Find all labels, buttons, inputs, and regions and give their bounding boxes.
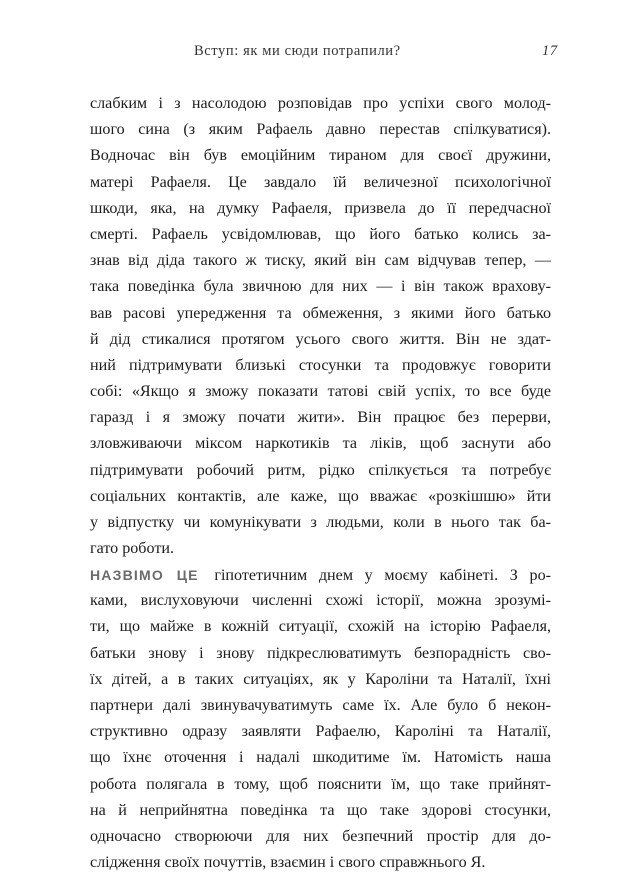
text-line: їх дітей, а в таких ситуаціях, як у Кароліни та Наталії, їхні (90, 670, 551, 688)
paragraph-2 (90, 562, 551, 876)
text-line: соціальних контактів, але каже, що вважає «розкішшю» йти (90, 487, 551, 505)
text-line: вав расові упередження та обмеження, з якими його батько (90, 304, 551, 322)
text-line (90, 562, 551, 588)
lead-in: НАЗВІМО ЦЕ (90, 567, 199, 583)
text-line: ний підтримувати близькі стосунки та продовжує говорити (90, 356, 551, 374)
first-line-text: гіпотетичним днем у моєму кабінеті. З ро- (214, 567, 551, 584)
paragraph-1 (90, 91, 551, 562)
text-line: й дід стикалися протягом усього свого життя. Він не здат- (90, 330, 551, 348)
text-line: зловживаючи міксом наркотиків та ліків, щоб заснути або (90, 435, 551, 453)
page-number: 17 (542, 43, 558, 59)
text-line: гато роботи. (90, 540, 175, 558)
text-line: ками, вислуховуючи численні схожі історії, можна зрозумі- (90, 592, 551, 610)
text-line: структивно одразу заявляти Рафаелю, Кароліні та Наталії, (90, 723, 551, 741)
text-line: на й неприйнятна поведінка та що таке здорові стосунки, (90, 801, 551, 819)
text-line: партнери далі звинувачуватимуть саме їх. Але було б некон- (90, 696, 551, 714)
text-line: ти, що майже в кожній ситуації, схожій на історію Рафаеля, (90, 618, 551, 636)
text-line: знав від діда такого ж тиску, який він сам відчував тепер, — (90, 252, 551, 270)
text-line: у відпустку чи комунікувати з людьми, коли в нього так ба- (90, 514, 551, 531)
text-line: смерті. Рафаель усвідомлював, що його батько колись за- (90, 225, 551, 243)
text-line: робота полягала в тому, щоб пояснити їм, що таке прийнят- (90, 775, 551, 793)
text-line: підтримувати робочий ритм, рідко спілкується та потребує (90, 461, 551, 479)
text-line: що їхнє оточення і надалі шкодитиме їм. Натомість наша (90, 749, 551, 767)
text-line: батьки знову і знову підкреслюватимуть безпорадність сво- (90, 644, 551, 662)
text-line: гаразд і я зможу почати жити». Він працює без перерви, (90, 409, 551, 427)
text-line: слідження своїх почуттів, взаємин і свого справжнього Я. (90, 854, 486, 872)
running-title: Вступ: як ми сюди потрапили? (194, 43, 401, 59)
text-line: матері Рафаеля. Це завдало їй величезної психологічної (90, 173, 551, 191)
text-line: шкоди, яка, на думку Рафаеля, призвела до її передчасної (90, 199, 551, 217)
text-line: собі: «Якщо я зможу показати татові свій успіх, то все буде (90, 383, 551, 401)
text-line: одночасно створюючи для них безпечний простір для до- (90, 827, 551, 845)
text-line: слабким і з насолодою розповідав про успіхи свого молод- (90, 95, 551, 112)
text-line: шого сина (з яким Рафаель давно перестав спілкуватися). (90, 121, 551, 139)
text-line: Водночас він був емоційним тираном для своєї дружини, (90, 147, 551, 165)
text-line: така поведінка була звичною для них — і він також врахову- (90, 278, 551, 296)
